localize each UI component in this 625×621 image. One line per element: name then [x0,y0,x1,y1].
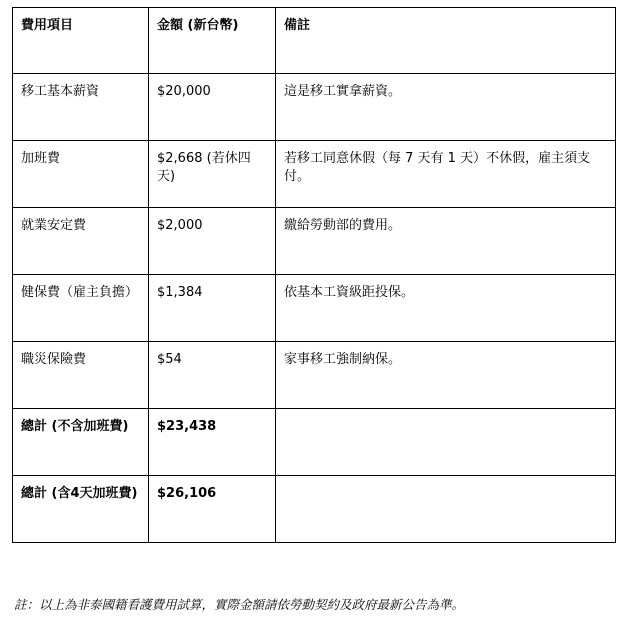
table-total-row [13,409,616,476]
row-note: 家事移工強制納保。 [276,342,616,409]
row-amount: $2,000 [149,208,276,275]
row-amount: $20,000 [149,74,276,141]
table-row [13,74,616,141]
table-row [13,275,616,342]
total-amount: $26,106 [149,476,276,543]
table-row [13,141,616,208]
cost-table-container [12,7,615,543]
row-item: 就業安定費 [13,208,149,275]
footnote: 註：以上為非泰國籍看護費用試算，實際金額請依勞動契約及政府最新公告為準。 [14,597,465,612]
table-row [13,342,616,409]
row-note: 繳給勞動部的費用。 [276,208,616,275]
cost-table [12,7,616,543]
header-note: 備註 [276,8,616,74]
table-row [13,208,616,275]
row-amount: $2,668 (若休四天) [149,141,276,208]
row-item: 職災保險費 [13,342,149,409]
row-note: 依基本工資級距投保。 [276,275,616,342]
row-item: 移工基本薪資 [13,74,149,141]
total-note [276,476,616,543]
row-item: 健保費（雇主負擔） [13,275,149,342]
row-item: 加班費 [13,141,149,208]
total-amount: $23,438 [149,409,276,476]
table-total-row [13,476,616,543]
row-amount: $1,384 [149,275,276,342]
row-note: 若移工同意休假（每 7 天有 1 天）不休假，雇主須支付。 [276,141,616,208]
header-amount: 金額 (新台幣) [149,8,276,74]
row-amount: $54 [149,342,276,409]
total-item: 總計 (不含加班費) [13,409,149,476]
table-header-row [13,8,616,74]
total-item: 總計 (含4天加班費) [13,476,149,543]
header-item: 費用項目 [13,8,149,74]
row-note: 這是移工實拿薪資。 [276,74,616,141]
total-note [276,409,616,476]
